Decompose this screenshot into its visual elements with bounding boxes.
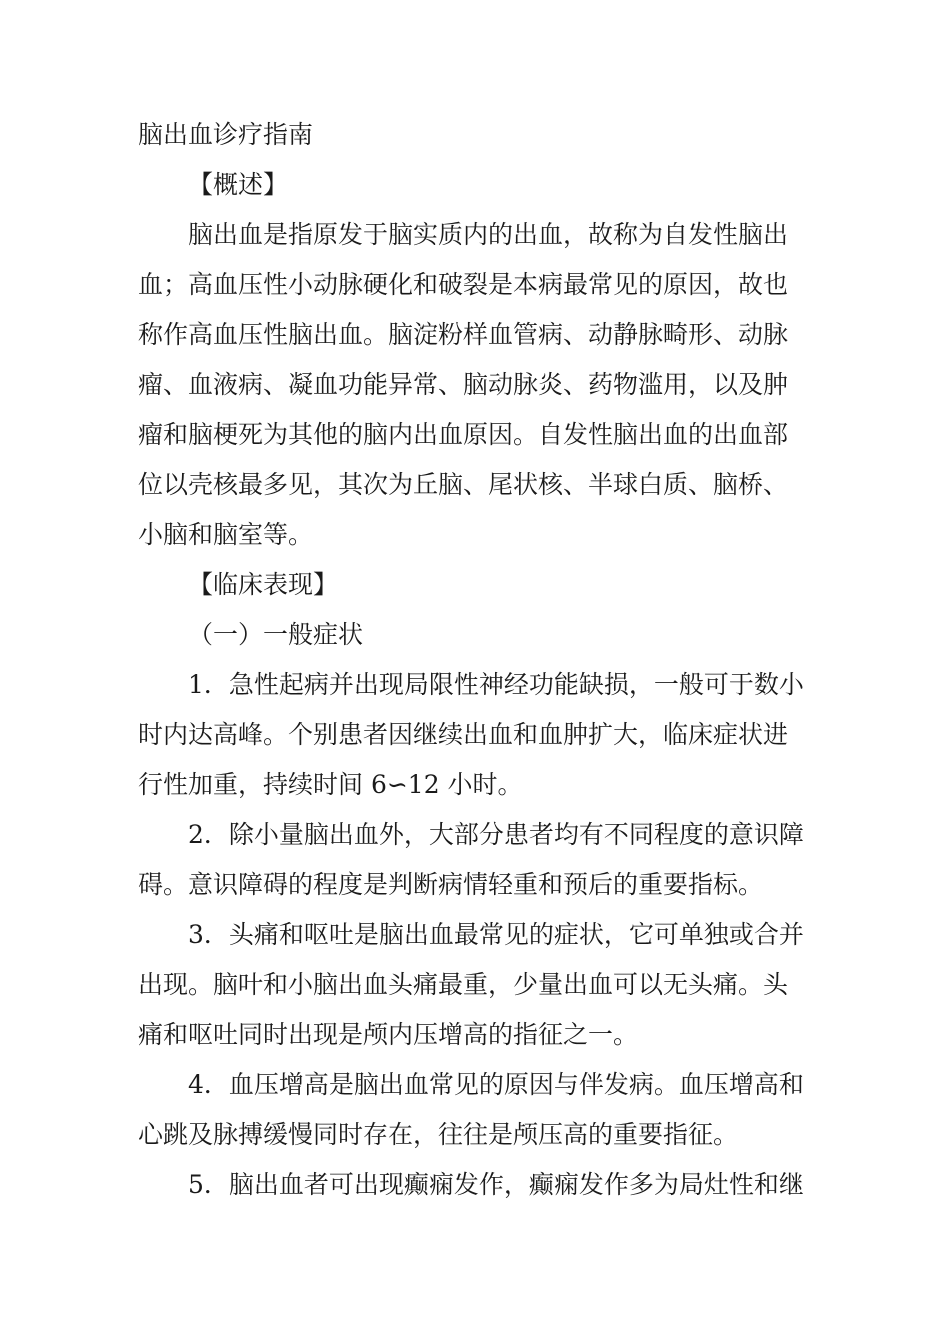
- subsection-heading-general-symptoms: （一）一般症状: [188, 620, 364, 649]
- list-item-line: 时内达高峰。个别患者因继续出血和血肿扩大，临床症状进: [138, 720, 789, 749]
- section-heading-overview: 【概述】: [188, 170, 289, 199]
- paragraph-line: 小脑和脑室等。: [138, 520, 314, 549]
- list-item-line: 心跳及脉搏缓慢同时存在，往往是颅压高的重要指征。: [138, 1120, 739, 1149]
- list-item-line: 出现。脑叶和小脑出血头痛最重，少量出血可以无头痛。头: [138, 970, 789, 999]
- section-heading-clinical: 【临床表现】: [188, 570, 339, 599]
- paragraph-line: 位以壳核最多见，其次为丘脑、尾状核、半球白质、脑桥、: [138, 470, 789, 499]
- list-item-line: 1．急性起病并出现局限性神经功能缺损，一般可于数小: [188, 670, 804, 699]
- document-title: 脑出血诊疗指南: [138, 120, 314, 149]
- paragraph-line: 瘤和脑梗死为其他的脑内出血原因。自发性脑出血的出血部: [138, 420, 789, 449]
- list-item-line: 行性加重，持续时间 6∽12 小时。: [138, 770, 523, 799]
- list-item-line: 3．头痛和呕吐是脑出血最常见的症状，它可单独或合并: [188, 920, 804, 949]
- paragraph-line: 脑出血是指原发于脑实质内的出血，故称为自发性脑出: [188, 220, 789, 249]
- list-item-line: 碍。意识障碍的程度是判断病情轻重和预后的重要指标。: [138, 870, 764, 899]
- list-item-line: 痛和呕吐同时出现是颅内压增高的指征之一。: [138, 1020, 639, 1049]
- list-item-line: 4．血压增高是脑出血常见的原因与伴发病。血压增高和: [188, 1070, 804, 1099]
- paragraph-line: 瘤、血液病、凝血功能异常、脑动脉炎、药物滥用，以及肿: [138, 370, 789, 399]
- list-item-line: 5．脑出血者可出现癫痫发作，癫痫发作多为局灶性和继: [188, 1170, 804, 1199]
- paragraph-line: 称作高血压性脑出血。脑淀粉样血管病、动静脉畸形、动脉: [138, 320, 789, 349]
- list-item-line: 2．除小量脑出血外，大部分患者均有不同程度的意识障: [188, 820, 804, 849]
- paragraph-line: 血；高血压性小动脉硬化和破裂是本病最常见的原因，故也: [138, 270, 789, 299]
